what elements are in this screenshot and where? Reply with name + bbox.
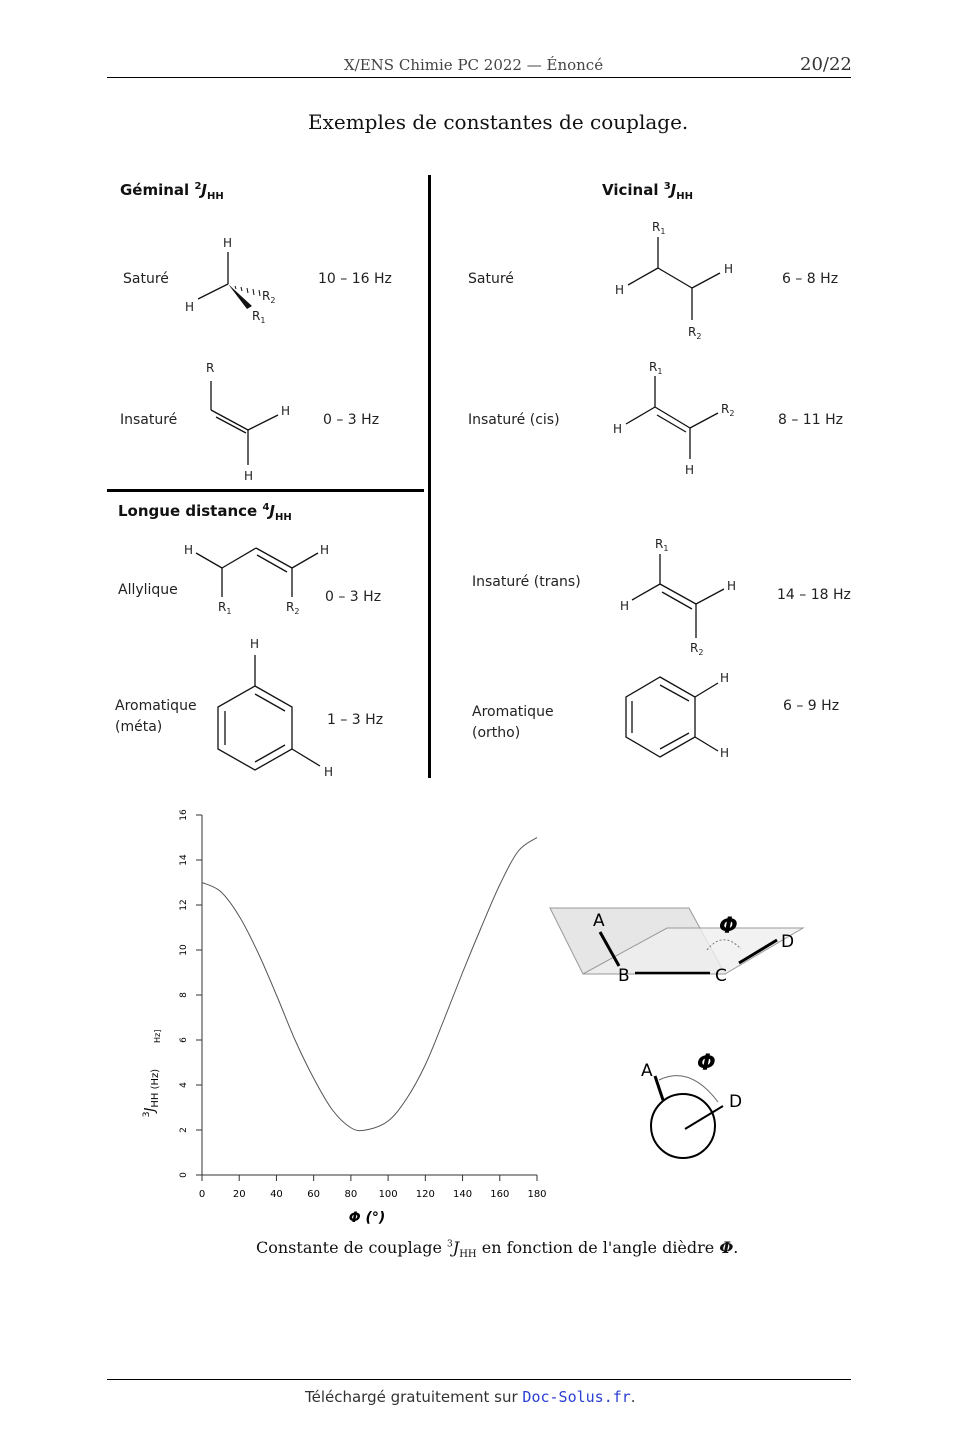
atom-h: H	[281, 404, 291, 418]
atom-r2: $R_2$	[286, 600, 300, 616]
vicinal-saturated-value: 6 – 8 Hz	[782, 271, 839, 287]
y-tick-label: 6	[179, 1037, 189, 1043]
coupling-curve	[202, 838, 537, 1131]
point-b: B	[618, 966, 630, 986]
geminal-heading: Géminal $^2J_{HH}$	[120, 181, 224, 202]
atom-r1: $R_1$	[652, 220, 666, 236]
phi-label: Φ	[719, 914, 738, 939]
vicinal-saturated-label: Saturé	[468, 271, 514, 287]
y-tick-label: 8	[179, 992, 189, 998]
vicinal-heading: Vicinal $^3J_{HH}$	[602, 181, 694, 202]
page-title: Exemples de constantes de couplage.	[308, 110, 689, 134]
chart-axes	[179, 809, 547, 1200]
x-tick-label: 120	[415, 1189, 435, 1200]
atom-h: H	[244, 469, 254, 483]
atom-r2: $R_2$	[690, 641, 704, 657]
figure-caption: Constante de couplage $^3J_{HH}$ en fonction de l'angle dièdre Φ.	[256, 1238, 739, 1261]
y-tick-label: 0	[179, 1172, 189, 1178]
vicinal-trans-label: Insaturé (trans)	[472, 574, 581, 590]
x-tick-label: 20	[232, 1189, 246, 1200]
geminal-saturated-label: Saturé	[123, 271, 169, 287]
atom-h: H	[685, 463, 695, 477]
point-a: A	[641, 1061, 653, 1081]
atom-h: H	[223, 236, 233, 250]
x-tick-label: 60	[307, 1189, 321, 1200]
atom-h: H	[727, 579, 737, 593]
geminal-unsaturated-value: 0 – 3 Hz	[323, 412, 380, 428]
atom-h: H	[615, 283, 625, 297]
atom-r2: $R_2$	[688, 325, 702, 341]
atom-r2: $R_2$	[721, 402, 735, 418]
atom-h: H	[250, 637, 260, 651]
page-number: 20/22	[800, 54, 852, 75]
x-tick-label: 40	[270, 1189, 283, 1200]
atom-h: H	[724, 262, 734, 276]
svg-text:Hz]: Hz]	[153, 1029, 162, 1043]
phi-label: Φ	[697, 1051, 716, 1076]
atom-h: H	[620, 599, 630, 613]
aromatic-meta-label: Aromatique (méta)	[115, 698, 197, 735]
vicinal-cis-label: Insaturé (cis)	[468, 412, 560, 428]
geminal-unsaturated-label: Insaturé	[120, 412, 178, 428]
doc-solus-link[interactable]: Doc-Solus.fr	[522, 1388, 631, 1406]
dihedral-diagram	[545, 900, 815, 1170]
atom-r1: $R_1$	[218, 600, 232, 616]
atom-h: H	[613, 422, 623, 436]
atom-r1: $R_1$	[252, 309, 266, 325]
atom-h: H	[320, 543, 330, 557]
x-tick-label: 140	[453, 1189, 473, 1200]
allylic-value: 0 – 3 Hz	[325, 589, 382, 605]
vicinal-cis-value: 8 – 11 Hz	[778, 412, 843, 428]
atom-h: H	[324, 765, 334, 779]
x-tick-label: 160	[490, 1189, 510, 1200]
y-tick-label: 14	[179, 854, 189, 866]
point-c: C	[715, 966, 727, 986]
chart-y-label	[142, 1030, 162, 1118]
svg-text:3JHH (Hz): $^3J_{HH (Hz)}$	[142, 1068, 161, 1118]
y-tick-label: 2	[179, 1127, 189, 1133]
point-d: D	[729, 1092, 743, 1112]
footer: Téléchargé gratuitement sur Doc-Solus.fr.	[305, 1388, 636, 1406]
aromatic-meta-value: 1 – 3 Hz	[327, 712, 384, 728]
aromatic-ortho-label: Aromatique (ortho)	[472, 704, 554, 741]
x-tick-label: 100	[378, 1189, 398, 1200]
atom-h: H	[720, 746, 730, 760]
y-tick-label: 10	[179, 944, 189, 956]
running-header-title: X/ENS Chimie PC 2022 — Énoncé	[344, 56, 604, 74]
vicinal-trans-value: 14 – 18 Hz	[777, 587, 851, 603]
geminal-saturated-value: 10 – 16 Hz	[318, 271, 392, 287]
atom-h: H	[720, 671, 730, 685]
coupling-chart	[140, 805, 560, 1225]
atom-r1: $R_1$	[655, 537, 669, 553]
x-tick-label: 0	[198, 1189, 206, 1200]
y-tick-label: 4	[179, 1082, 189, 1088]
atom-r2: $R_2$	[262, 289, 276, 305]
allylic-label: Allylique	[118, 582, 178, 598]
chart-x-label: Φ (°)	[348, 1210, 386, 1225]
y-tick-label: 16	[179, 809, 189, 821]
atom-h: H	[184, 543, 194, 557]
atom-h: H	[185, 300, 195, 314]
long-range-heading: Longue distance $^4J_{HH}$	[118, 502, 292, 523]
aromatic-ortho-value: 6 – 9 Hz	[783, 698, 840, 714]
footer-rule	[107, 1379, 851, 1380]
y-tick-label: 12	[179, 899, 189, 911]
atom-r1: $R_1$	[649, 360, 663, 376]
atom-r: R	[206, 361, 215, 375]
x-tick-label: 80	[344, 1189, 358, 1200]
point-a: A	[593, 911, 605, 931]
x-tick-label: 180	[527, 1189, 547, 1200]
point-d: D	[781, 932, 795, 952]
